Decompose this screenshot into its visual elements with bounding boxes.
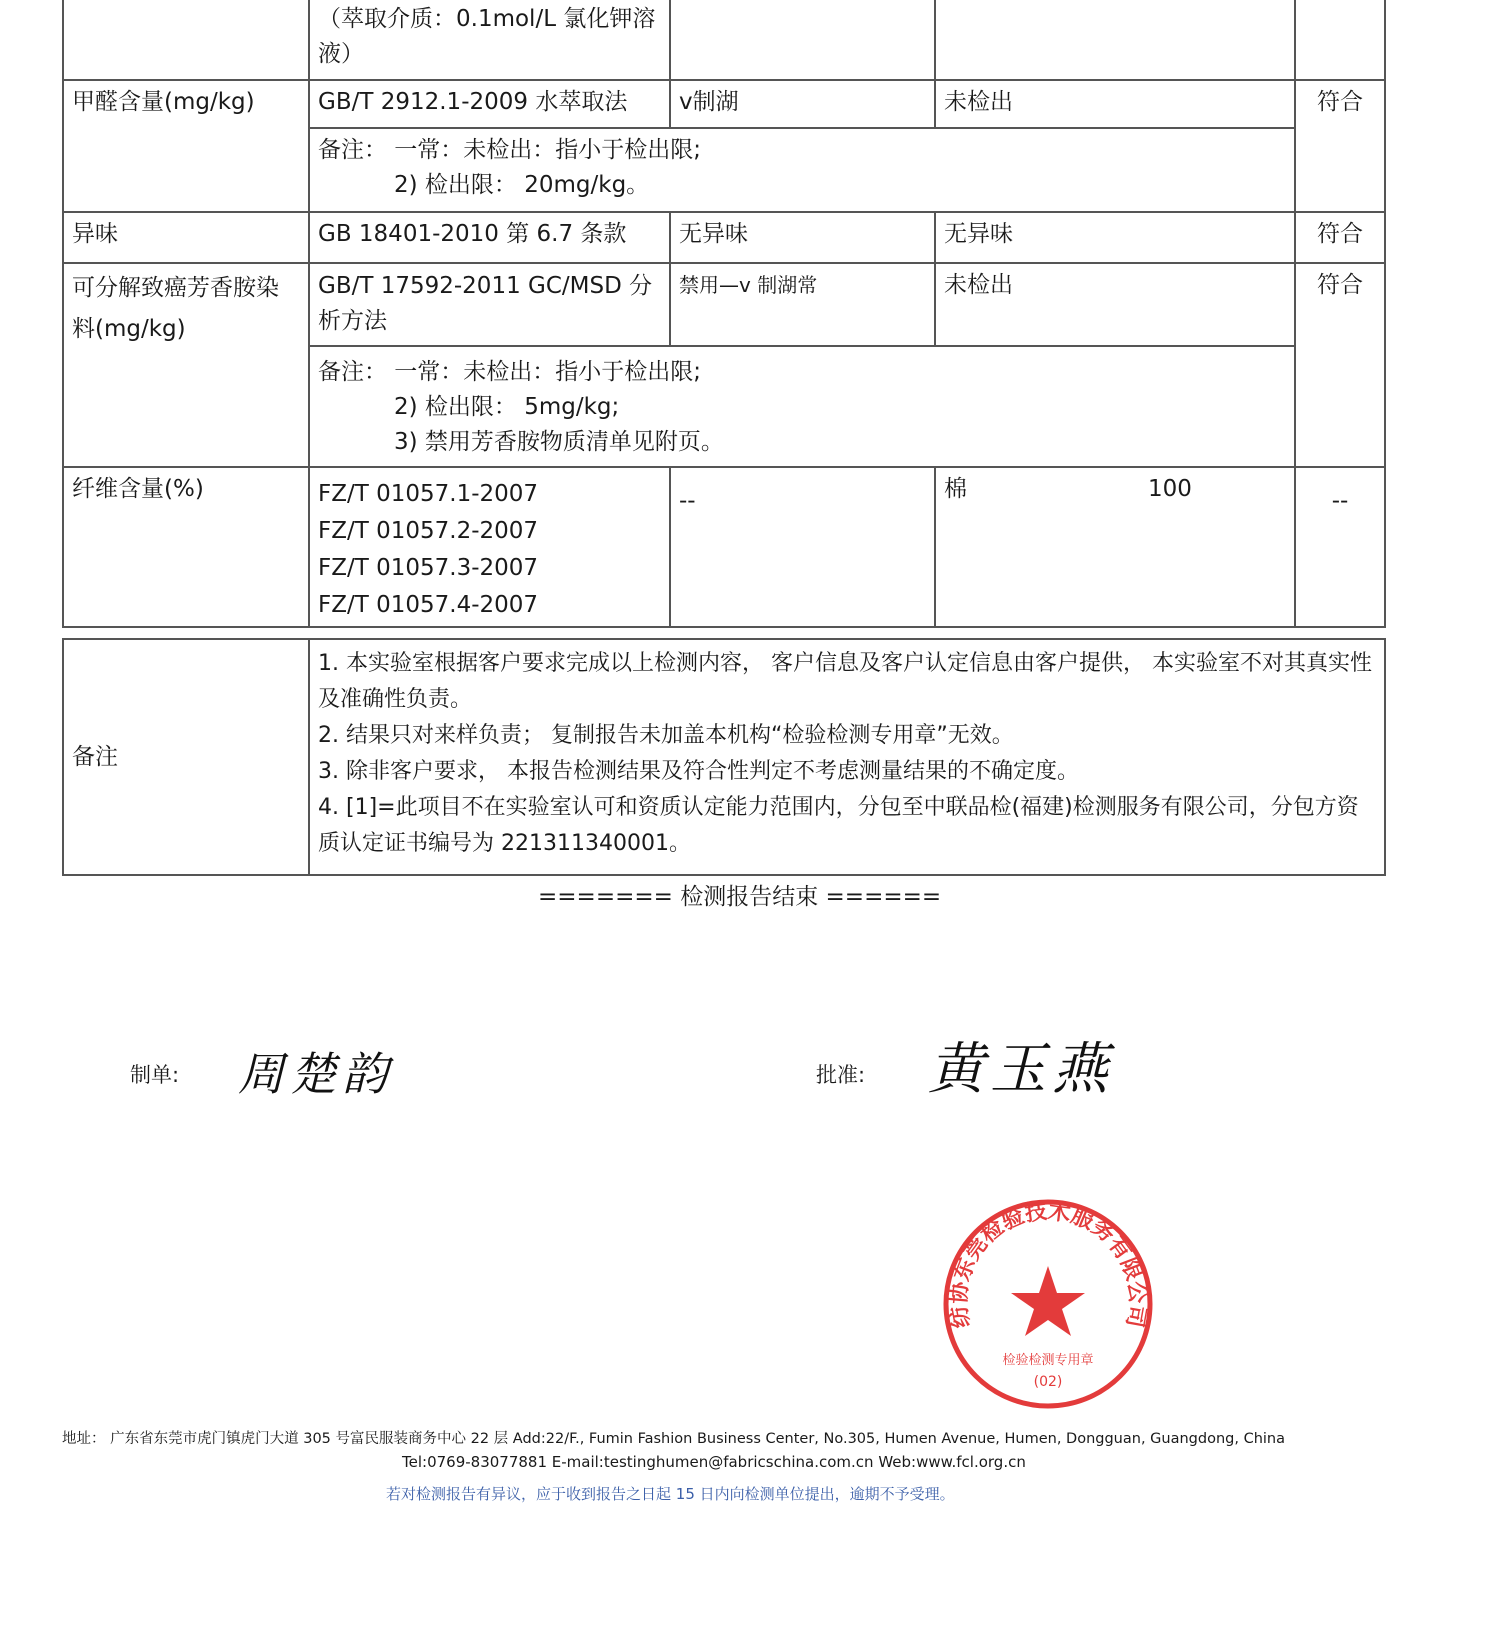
item-odor: 异味: [62, 211, 310, 264]
note-line: 2) 检出限： 20mg/kg。: [394, 172, 650, 198]
note-amine: [308, 345, 1296, 468]
method-line: FZ/T 01057.3-2007: [318, 555, 539, 581]
note-formaldehyde: [308, 127, 1296, 213]
result-formaldehyde: 未检出: [934, 79, 1296, 129]
method-odor: GB 18401-2010 第 6.7 条款: [308, 211, 671, 264]
note-line: 3) 禁用芳香胺物质清单见附页。: [394, 429, 724, 455]
report-end-line: ======= 检测报告结束 ======: [538, 884, 942, 910]
stamp-sub: 检验检测专用章: [1002, 1353, 1094, 1368]
remark-item: 3. 除非客户要求， 本报告检测结果及符合性判定不考虑测量结果的不确定度。: [318, 759, 1079, 784]
remark-item: 4. [1]=此项目不在实验室认可和资质认定能力范围内，分包至中联品检(福建)检测服务有限公司，分包方资质认定证书编号为 221311340001。: [318, 795, 1359, 856]
cell-empty: [62, 0, 310, 81]
stamp-code: (02): [1033, 1374, 1063, 1390]
verdict-fiber: --: [1294, 466, 1386, 628]
verdict-odor: 符合: [1294, 211, 1386, 264]
method-fiber: [308, 466, 671, 628]
limit-formaldehyde: v制湖: [669, 79, 936, 129]
item-fiber: 纤维含量(%): [62, 466, 310, 628]
method-line: FZ/T 01057.4-2007: [318, 592, 539, 618]
verdict-formaldehyde: 符合: [1294, 79, 1386, 213]
method-line: FZ/T 01057.2-2007: [318, 518, 539, 544]
prepared-signature: 周楚韵: [238, 1047, 394, 1101]
footer-contact: Tel:0769-83077881 E-mail:testinghumen@fabricschina.com.cn Web:www.fcl.org.cn: [402, 1453, 1026, 1471]
remark-item: 1. 本实验室根据客户要求完成以上检测内容， 客户信息及客户认定信息由客户提供， 本实验室不对其真实性及准确性负责。: [318, 651, 1372, 712]
extraction-note: （萃取介质：0.1mol/L 氯化钾溶液）: [308, 0, 671, 81]
prepared-label: 制单:: [130, 1063, 180, 1087]
stamp-text: 纺协东莞检验技术服务有限公司: [946, 1199, 1150, 1330]
item-amine: 可分解致癌芳香胺染料(mg/kg): [62, 262, 310, 468]
official-stamp: [940, 1196, 1156, 1412]
remarks-content: [308, 638, 1386, 876]
approved-label: 批准:: [816, 1063, 866, 1087]
remark-item: 2. 结果只对来样负责； 复制报告未加盖本机构“检验检测专用章”无效。: [318, 723, 1014, 748]
method-line: FZ/T 01057.1-2007: [318, 481, 539, 507]
limit-odor: 无异味: [669, 211, 936, 264]
star-icon: [1011, 1266, 1085, 1336]
method-formaldehyde: GB/T 2912.1-2009 水萃取法: [308, 79, 671, 129]
cell-empty: [934, 0, 1296, 81]
footer-notice: 若对检测报告有异议，应于收到报告之日起 15 日内向检测单位提出，逾期不予受理。: [386, 1485, 955, 1503]
remarks-label: 备注: [62, 638, 310, 876]
footer-address: 地址： 广东省东莞市虎门镇虎门大道 305 号富民服装商务中心 22 层 Add:22/F., Fumin Fashion Business Center, No.305, Humen Avenue, Humen, Dongguan, Guangdong, China: [62, 1431, 1285, 1447]
result-amine: 未检出: [934, 262, 1296, 347]
item-formaldehyde: 甲醛含量(mg/kg): [62, 79, 310, 213]
note-line: 2) 检出限： 5mg/kg;: [394, 394, 620, 420]
note-line: 备注： 一常：未检出：指小于检出限;: [318, 359, 702, 385]
cell-empty: [1294, 0, 1386, 81]
fiber-name: 棉: [944, 476, 967, 502]
approved-signature: 黄玉燕: [928, 1037, 1114, 1102]
cell-empty: [669, 0, 936, 81]
result-fiber: [934, 466, 1296, 628]
note-line: 备注： 一常：未检出：指小于检出限;: [318, 137, 702, 163]
fiber-value: 100: [1148, 476, 1192, 502]
method-amine: GB/T 17592-2011 GC/MSD 分析方法: [308, 262, 671, 347]
verdict-amine: 符合: [1294, 262, 1386, 468]
result-odor: 无异味: [934, 211, 1296, 264]
limit-amine: 禁用—v 制湖常: [669, 262, 936, 347]
limit-fiber: --: [669, 466, 936, 628]
